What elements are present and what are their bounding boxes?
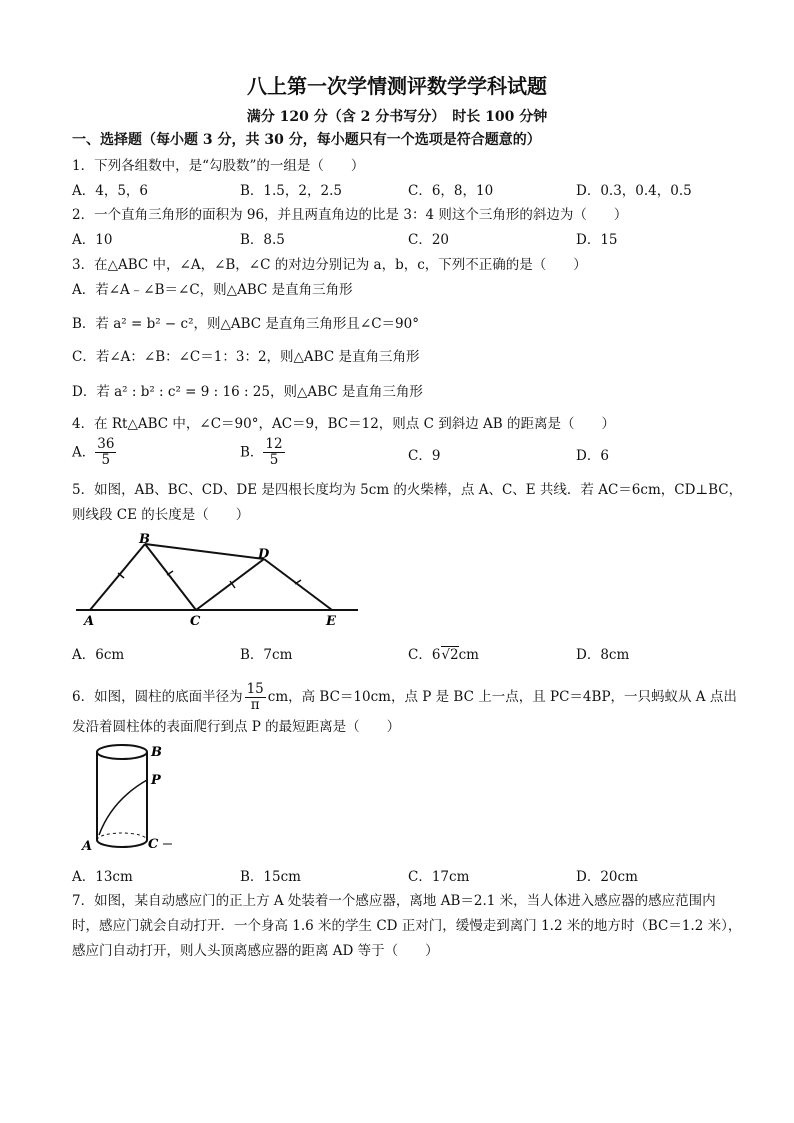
q6-ant-path <box>99 780 147 835</box>
q3-option-c: C．若∠A：∠B：∠C＝1：3：2，则△ABC 是直角三角形 <box>72 349 420 365</box>
q5-option-c-radicand: 2 <box>450 647 459 663</box>
q4-option-a-fraction <box>95 437 116 468</box>
q1-stem: 1．下列各组数中，是“勾股数”的一组是（ ） <box>72 158 365 174</box>
q5-segment-de <box>264 559 332 610</box>
q1-option-d: D．0.3，0.4，0.5 <box>576 183 692 199</box>
q4-b-numerator: 12 <box>265 436 283 452</box>
q5-option-a: A．6cm <box>72 647 125 663</box>
q1-option-b: B．1.5，2，2.5 <box>240 183 342 199</box>
q5-segment-cd <box>196 559 264 610</box>
q5-label-c: C <box>190 614 201 629</box>
q6-option-c: C．17cm <box>408 869 470 885</box>
q4-b-denominator: 5 <box>269 452 279 468</box>
q5-stem-line1: 5．如图，AB、BC、CD、DE 是四根长度均为 5cm 的火柴棒，点 A、C、E 共线．若 AC＝6cm，CD⊥BC， <box>72 482 743 498</box>
q4-option-b-fraction <box>263 437 284 468</box>
q6-cylinder-top <box>97 745 147 759</box>
q6-cylinder-bottom-back <box>97 833 147 840</box>
q3-option-a: A．若∠A﹣∠B＝∠C，则△ABC 是直角三角形 <box>72 282 353 298</box>
q5-option-c <box>408 646 479 664</box>
q4-a-denominator: 5 <box>101 452 111 468</box>
q5-option-c-prefix: C．6 <box>408 647 441 663</box>
q2-option-d: D．15 <box>576 232 618 248</box>
page-title: 八上第一次学情测评数学学科试题 <box>247 74 547 98</box>
q4-option-b <box>240 437 285 468</box>
q5-option-c-radical: √2 <box>441 647 459 663</box>
section-heading: 一、选择题（每小题 3 分，共 30 分，每小题只有一个选项是符合题意的） <box>72 132 541 148</box>
q2-option-b: B．8.5 <box>240 232 285 248</box>
q7-stem-line3: 感应门自动打开，则人头顶离感应器的距离 AD 等于（ ） <box>72 943 439 959</box>
q6-label-b: B <box>151 745 162 760</box>
q6-option-d: D．20cm <box>576 869 638 885</box>
q5-label-e: E <box>326 614 336 629</box>
q4-option-d: D．6 <box>576 448 609 464</box>
q5-label-d: D <box>258 547 270 562</box>
q3-option-d: D．若 a² : b² : c² = 9 : 16 : 25，则△ABC 是直角三角形 <box>72 384 423 400</box>
q6-stem-part1: 6．如图，圆柱的底面半径为 <box>72 689 243 705</box>
q1-option-c: C．6，8，10 <box>408 183 494 199</box>
q6-label-p: P <box>151 773 161 788</box>
q4-option-b-prefix: B． <box>240 444 264 461</box>
q6-stem-part2: cm，高 BC＝10cm，点 P 是 BC 上一点，且 PC＝4BP，一只蚂蚁从 A 点出 <box>267 689 737 705</box>
q6-label-a: A <box>82 839 93 854</box>
q7-stem-line1: 7．如图，某自动感应门的正上方 A 处装着一个感应器，离地 AB＝2.1 米，当人体进入感应器的感应范围内 <box>72 893 716 909</box>
q5-segment-ab <box>90 544 145 610</box>
q3-stem: 3．在△ABC 中，∠A，∠B，∠C 的对边分别记为 a，b，c，下列不正确的是（ ） <box>72 257 587 273</box>
q6-stem-line1 <box>72 682 737 713</box>
q4-option-a <box>72 437 116 468</box>
q2-stem: 2．一个直角三角形的面积为 96，并且两直角边的比是 3：4 则这个三角形的斜边为（ ） <box>72 207 628 223</box>
q5-option-c-unit: cm <box>458 647 479 663</box>
q4-option-a-prefix: A． <box>72 444 96 461</box>
q5-stem-line2: 则线段 CE 的长度是（ ） <box>72 507 250 523</box>
q5-segment-bd <box>145 544 264 559</box>
q5-label-a: A <box>84 614 95 629</box>
q6-option-a: A．13cm <box>72 869 133 885</box>
q6-cylinder-figure <box>72 740 192 860</box>
q4-option-c: C．9 <box>408 448 441 464</box>
q7-stem-line2: 时，感应门就会自动打开．一个身高 1.6 米的学生 CD 正对门，缓慢走到离门 1.2 米的地方时（BC＝1.2 米）， <box>72 918 742 934</box>
q5-figure <box>70 530 370 630</box>
q6-radius-numerator: 15 <box>246 681 264 697</box>
q6-option-b: B．15cm <box>240 869 301 885</box>
q4-stem: 4．在 Rt△ABC 中，∠C＝90°，AC＝9，BC＝12，则点 C 到斜边 AB 的距离是（ ） <box>72 416 615 432</box>
q6-radius-fraction <box>245 682 266 713</box>
q4-a-numerator: 36 <box>97 436 115 452</box>
q6-radius-denominator: π <box>250 697 260 713</box>
q5-option-d: D．8cm <box>576 647 630 663</box>
q3-option-b: B．若 a² = b² − c²，则△ABC 是直角三角形且∠C＝90° <box>72 316 419 332</box>
q6-label-c: C <box>148 837 159 852</box>
q6-stem-line2: 发沿着圆柱体的表面爬行到点 P 的最短距离是（ ） <box>72 719 401 735</box>
q5-segment-bc <box>145 544 196 610</box>
q2-option-a: A．10 <box>72 232 113 248</box>
page-subtitle: 满分 120 分（含 2 分书写分） 时长 100 分钟 <box>246 109 548 125</box>
q2-option-c: C．20 <box>408 232 450 248</box>
q5-option-b: B．7cm <box>240 647 293 663</box>
q1-option-a: A．4，5，6 <box>72 183 149 199</box>
q5-label-b: B <box>139 532 150 547</box>
q6-cylinder-bottom-front <box>97 840 147 847</box>
